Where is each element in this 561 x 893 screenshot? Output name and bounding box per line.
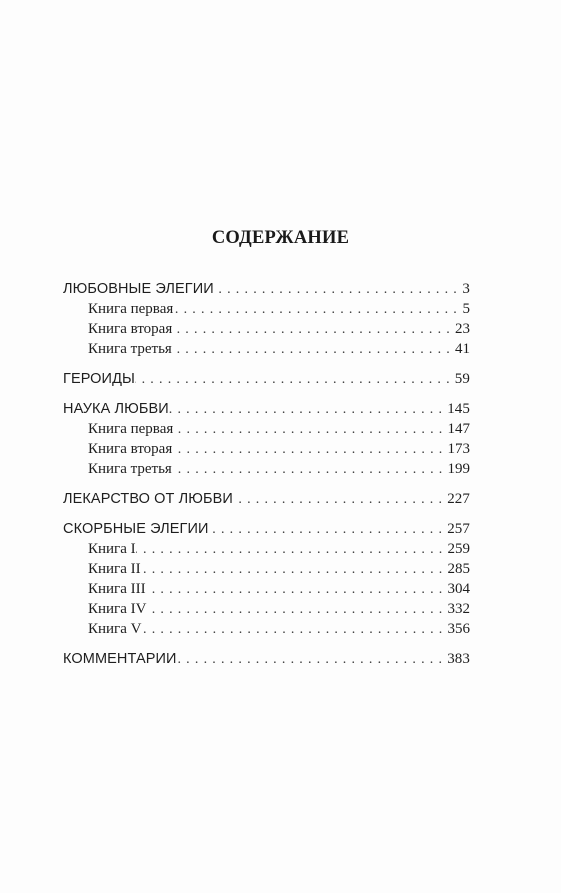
toc-subentry-page: 41: [455, 341, 470, 357]
toc-entry-page: 145: [447, 401, 470, 417]
toc-subentry-page: 304: [447, 581, 470, 597]
toc-subentry: [63, 419, 470, 439]
toc-entry-page: 3: [462, 281, 470, 297]
dot-leader: [173, 420, 447, 440]
dot-leader: [172, 440, 447, 460]
toc-section: [63, 519, 470, 639]
dot-leader: [214, 280, 462, 300]
toc-subentry-title: Книга третья: [88, 461, 172, 477]
toc-subentry: [63, 439, 470, 459]
toc-section: [63, 279, 470, 359]
table-of-contents: [63, 279, 470, 679]
toc-subentry: [63, 319, 470, 339]
toc-section: [63, 369, 470, 389]
toc-section: [63, 489, 470, 509]
dot-leader: [177, 650, 448, 670]
page-title: СОДЕРЖАНИЕ: [211, 228, 350, 248]
dot-leader: [172, 320, 455, 340]
toc-entry-page: 257: [447, 521, 470, 537]
toc-subentry-page: 199: [447, 461, 470, 477]
toc-subentry: [63, 539, 470, 559]
toc-section: [63, 399, 470, 479]
toc-subentry: [63, 579, 470, 599]
dot-leader: [146, 580, 448, 600]
toc-subentry-title: Книга третья: [88, 341, 172, 357]
dot-leader: [136, 540, 448, 560]
dot-leader: [141, 620, 447, 640]
toc-subentry-title: Книга IV: [88, 601, 147, 617]
toc-subentry-page: 332: [447, 601, 470, 617]
toc-subentry-page: 23: [455, 321, 470, 337]
toc-subentry-title: Книга III: [88, 581, 146, 597]
toc-subentry: [63, 559, 470, 579]
toc-subentry: [63, 299, 470, 319]
toc-entry-page: 59: [454, 371, 470, 387]
toc-entry: [63, 369, 470, 389]
toc-entry: [63, 489, 470, 509]
toc-entry-title: НАУКА ЛЮБВИ: [63, 401, 169, 417]
toc-subentry-page: 5: [462, 301, 470, 317]
toc-subentry-page: 356: [447, 621, 470, 637]
dot-leader: [173, 300, 462, 320]
toc-subentry-page: 147: [447, 421, 470, 437]
toc-subentry: [63, 619, 470, 639]
toc-entry-title: КОММЕНТАРИИ: [63, 651, 177, 667]
toc-subentry: [63, 599, 470, 619]
toc-subentry-title: Книга первая: [88, 421, 174, 437]
toc-section: [63, 649, 470, 669]
toc-entry: [63, 399, 470, 419]
dot-leader: [135, 370, 455, 390]
toc-subentry-title: Книга I: [88, 541, 136, 557]
toc-entry-page: 383: [447, 651, 470, 667]
dot-leader: [141, 560, 448, 580]
toc-entry-title: ЛЮБОВНЫЕ ЭЛЕГИИ: [63, 281, 214, 297]
toc-subentry-title: Книга первая: [88, 301, 174, 317]
toc-entry: [63, 519, 470, 539]
toc-entry: [63, 649, 470, 669]
toc-subentry-title: Книга II: [88, 561, 141, 577]
toc-subentry-page: 259: [447, 541, 470, 557]
toc-subentry-page: 285: [447, 561, 470, 577]
dot-leader: [172, 460, 448, 480]
dot-leader: [146, 600, 447, 620]
dot-leader: [172, 340, 455, 360]
toc-subentry-page: 173: [447, 441, 470, 457]
toc-subentry: [63, 459, 470, 479]
dot-leader: [209, 520, 448, 540]
toc-subentry-title: Книга вторая: [88, 441, 173, 457]
toc-entry-title: ЛЕКАРСТВО ОТ ЛЮБВИ: [63, 491, 233, 507]
dot-leader: [233, 490, 447, 510]
toc-subentry-title: Книга вторая: [88, 321, 173, 337]
dot-leader: [169, 400, 447, 420]
toc-entry: [63, 279, 470, 299]
toc-entry-title: СКОРБНЫЕ ЭЛЕГИИ: [63, 521, 209, 537]
toc-subentry: [63, 339, 470, 359]
toc-entry-page: 227: [447, 491, 470, 507]
toc-entry-title: ГЕРОИДЫ: [63, 371, 135, 387]
toc-subentry-title: Книга V: [88, 621, 142, 637]
